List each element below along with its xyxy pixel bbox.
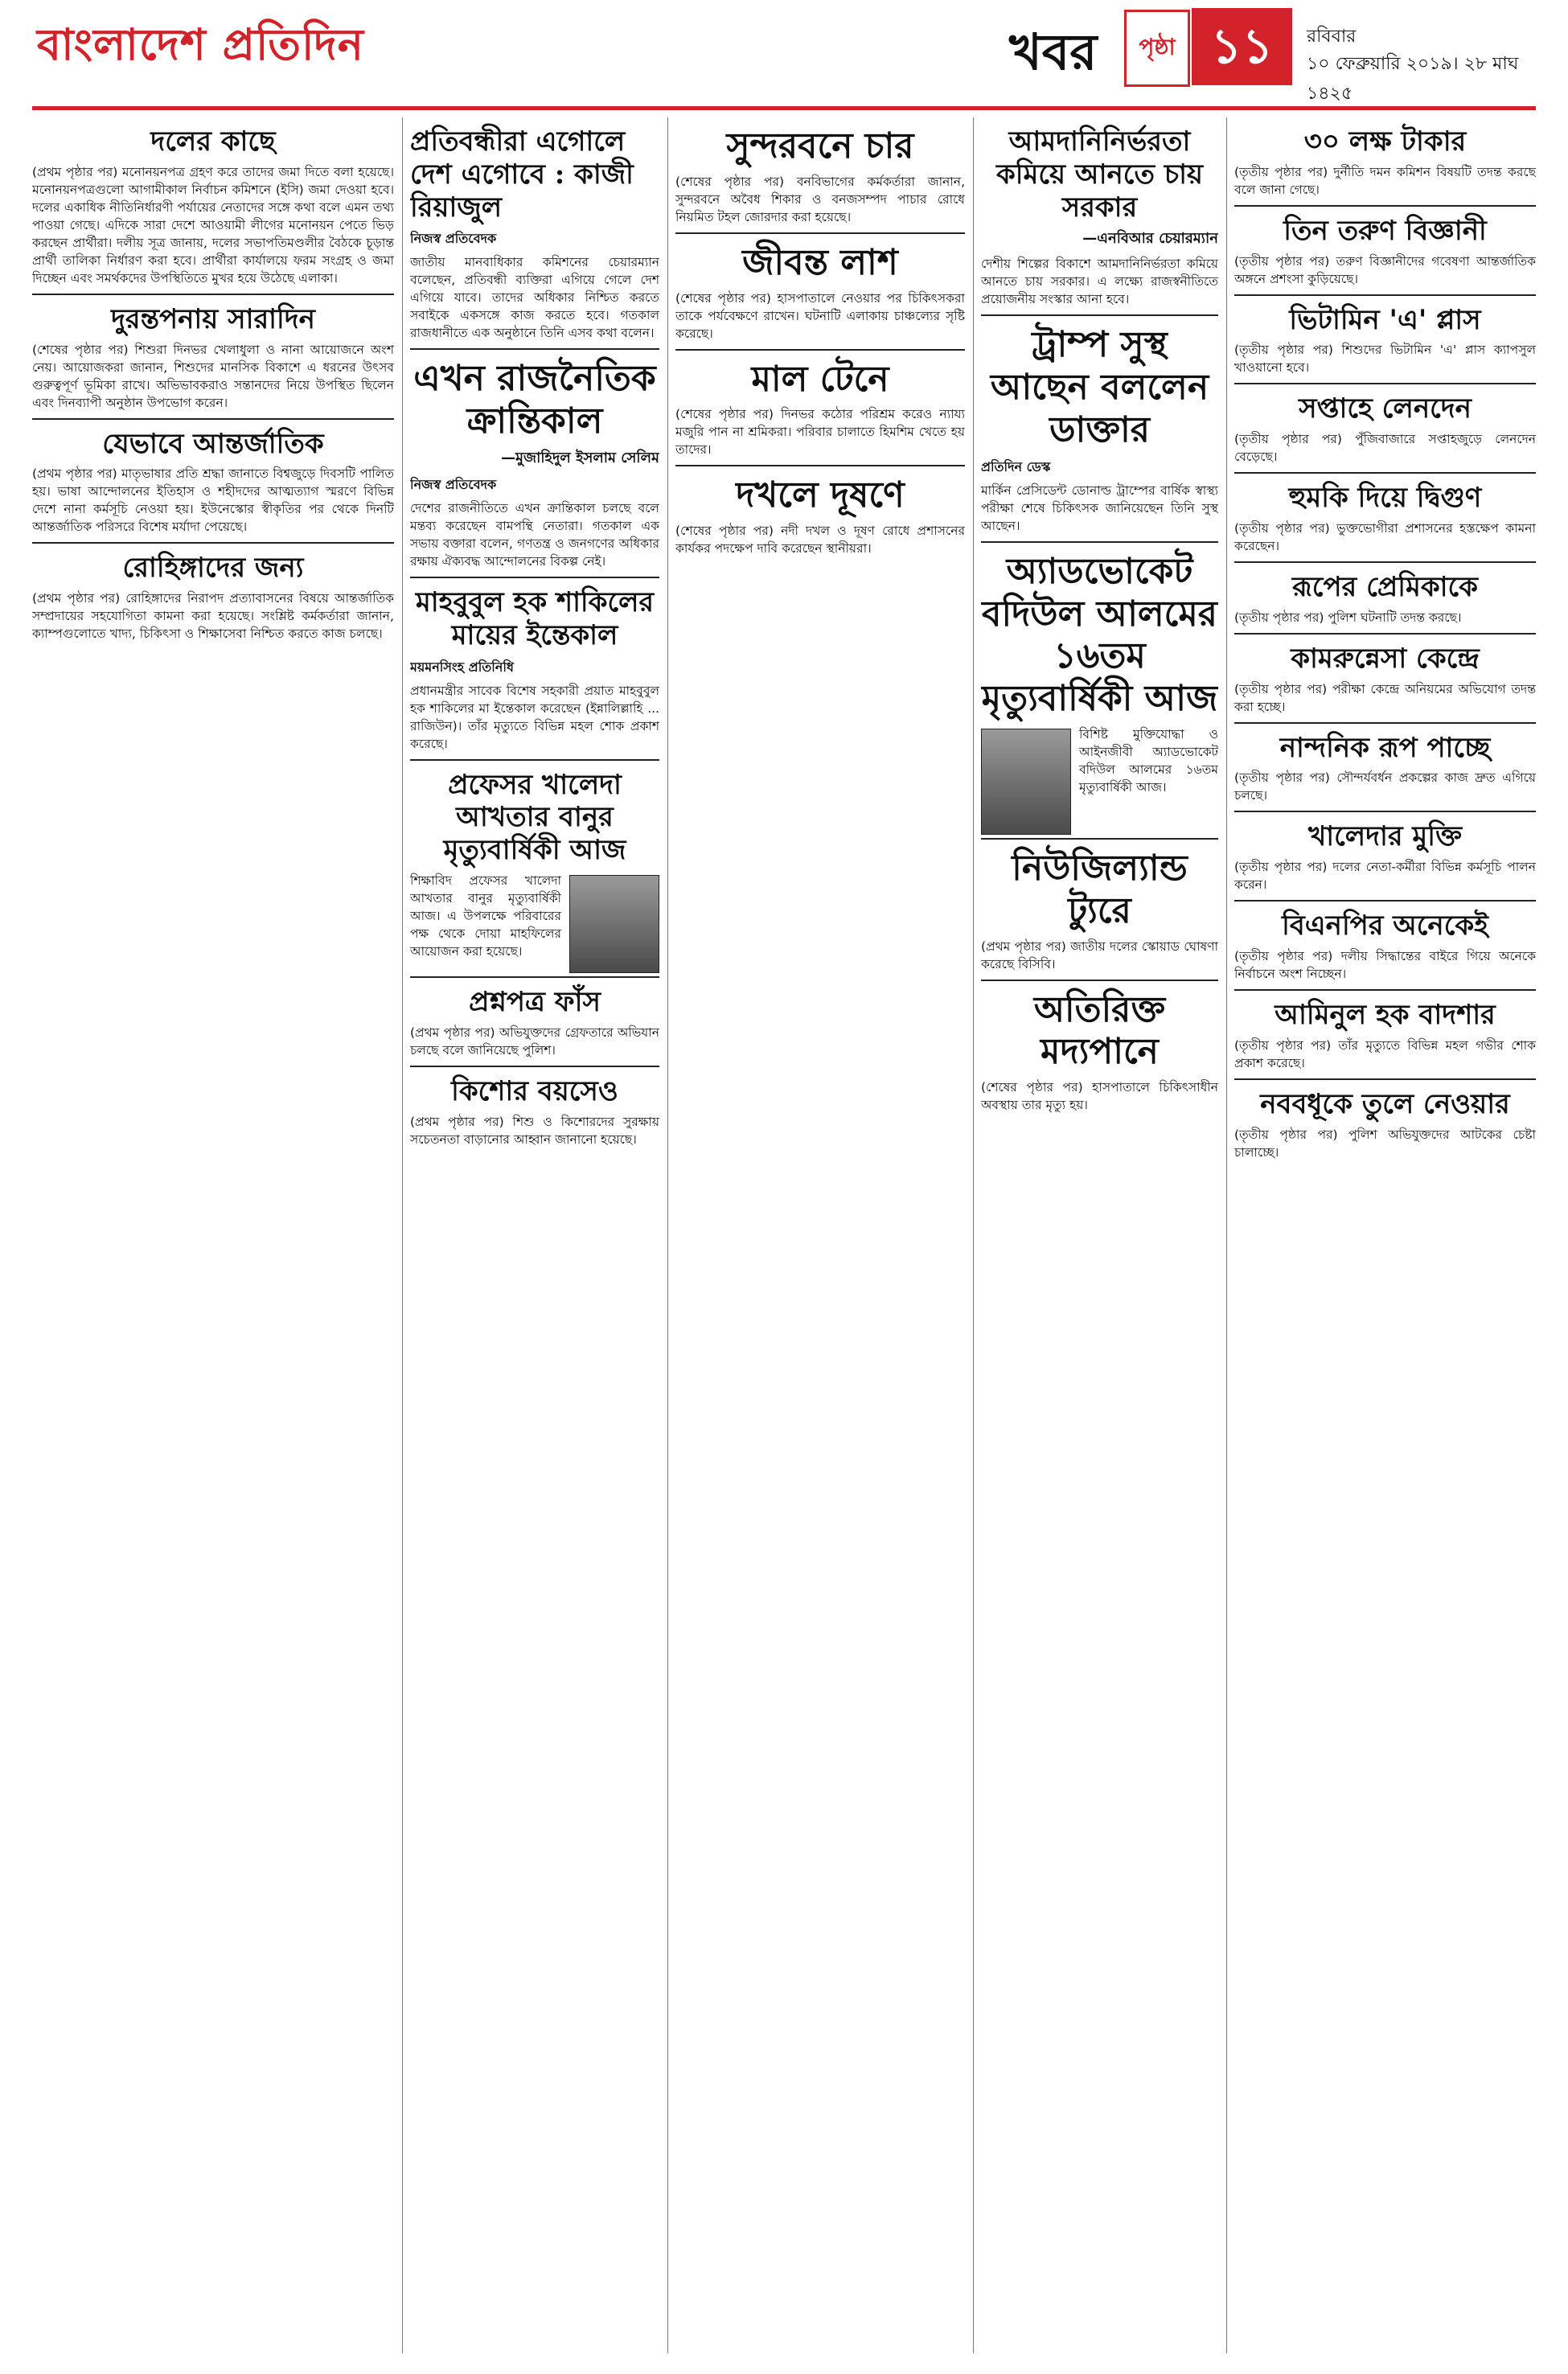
divider: [1234, 472, 1536, 474]
article: [675, 474, 965, 557]
headline: অ্যাডভোকেট বদিউল আলমের ১৬তম মৃত্যুবার্ষিকী আজ: [981, 550, 1218, 720]
column-divider: [402, 117, 403, 2353]
page-number: ১১: [1192, 8, 1292, 85]
article: [1234, 643, 1536, 716]
headline: সপ্তাহে লেনদেন: [1299, 392, 1472, 425]
article-body: (তৃতীয় পৃষ্ঠার পর) শিশুদের ভিটামিন 'এ' প্লাস ক্যাপসুল খাওয়ানো হবে।: [1234, 343, 1536, 376]
headline: খালেদার মুক্তি: [1307, 820, 1463, 853]
headline: তিন তরুণ বিজ্ঞানী: [1283, 214, 1487, 247]
headline: জীবন্ত লাশ: [742, 241, 898, 283]
article-body: (প্রথম পৃষ্ঠার পর) জাতীয় দলের স্কোয়াড ঘোষণা করেছে বিসিবি।: [981, 939, 1218, 971]
headline: দুরন্তপনায় সারাদিন: [111, 302, 315, 335]
article-body: শিক্ষাবিদ প্রফেসর খালেদা আখতার বানুর মৃত্যুবার্ষিকী আজ। এ উপলক্ষে পরিবারের পক্ষ থেকে দোয়া মাহফিলের আয়োজন করা হয়েছে।: [410, 873, 561, 959]
article: [1234, 215, 1536, 288]
article: [410, 125, 659, 342]
divider: [675, 349, 965, 351]
article: [675, 125, 965, 226]
portrait-photo: [569, 875, 659, 973]
divider: [32, 294, 394, 295]
article-body: (তৃতীয় পৃষ্ঠার পর) পরীক্ষা কেন্দ্রে অনিয়মের অভিযোগ তদন্ত করা হচ্ছে।: [1234, 681, 1536, 714]
byline: নিজস্ব প্রতিবেদক: [410, 231, 497, 247]
article-body: (তৃতীয় পৃষ্ঠার পর) পুঁজিবাজারে সপ্তাহজুড়ে লেনদেন বেড়েছে।: [1234, 432, 1536, 465]
article-body: (শেষের পৃষ্ঠার পর) হাসপাতালে নেওয়ার পর চিকিৎসকরা তাকে পর্যবেক্ষণে রাখেন। ঘটনাটি এলাকায় চাঞ্চল্যের সৃষ্টি করেছে।: [675, 290, 965, 341]
column-divider: [1226, 117, 1227, 2353]
column-4: [981, 117, 1218, 2353]
article: [1234, 910, 1536, 983]
article: [1234, 732, 1536, 805]
article-body: প্রধানমন্ত্রীর সাবেক বিশেষ সহকারী প্রয়াত মাহবুবুল হক শাকিলের মা ইন্তেকাল করেছেন (ইন্নালিল্লাহি ... রাজিউন)। তাঁর মৃত্যুতে বিভিন্ন মহল শোক প্রকাশ করেছে।: [410, 683, 659, 751]
headline: প্রতিবন্ধীরা এগোলে দেশ এগোবে : কাজী রিয়াজুল: [410, 125, 634, 224]
headline: দখলে দূষণে: [736, 474, 905, 516]
byline: নিজস্ব প্রতিবেদক: [410, 476, 497, 492]
column-3: [675, 117, 965, 2353]
article-body: (তৃতীয় পৃষ্ঠার পর) দলীয় সিদ্ধান্তের বাইরে গিয়ে অনেকে নির্বাচনে অংশ নিচ্ছেন।: [1234, 948, 1536, 981]
article: [675, 359, 965, 459]
article-body: (শেষের পৃষ্ঠার পর) হাসপাতালে চিকিৎসাধীন অবস্থায় তার মৃত্যু হয়।: [981, 1080, 1218, 1113]
headline: সুন্দরবনে চার: [726, 125, 914, 166]
article-body: (শেষের পৃষ্ঠার পর) শিশুরা দিনভর খেলাধুলা ও নানা আয়োজনে অংশ নেয়। আয়োজকরা জানান, শিশুদের মানসিক বিকাশে এ ধরনের উৎসব গুরুত্বপূর্ণ ভূমিকা রাখে। অভিভাবকরাও সন্তানদের নিয়ে উপস্থিত ছিলেন এবং দিনব্যাপী অনুষ্ঠান উপভোগ করেন।: [32, 342, 394, 410]
divider: [1234, 1078, 1536, 1080]
article-body: (প্রথম পৃষ্ঠার পর) শিশু ও কিশোরদের সুরক্ষায় সচেতনতা বাড়ানোর আহ্বান জানানো হয়েছে।: [410, 1114, 659, 1147]
article: [410, 586, 659, 753]
divider: [410, 759, 659, 761]
article-body: মার্কিন প্রেসিডেন্ট ডোনাল্ড ট্রাম্পের বার্ষিক স্বাস্থ্য পরীক্ষা শেষে চিকিৎসক জানিয়েছেন তিনি সুস্থ আছেন।: [981, 483, 1218, 533]
article: [410, 1075, 659, 1148]
headline: নান্দনিক রূপ পাচ্ছে: [1279, 731, 1491, 764]
article-body: (তৃতীয় পৃষ্ঠার পর) দুর্নীতি দমন কমিশন বিষয়টি তদন্ত করছে বলে জানা গেছে।: [1234, 164, 1536, 197]
headline: ট্রাম্প সুস্থ আছেন বললেন ডাক্তার: [990, 324, 1209, 450]
byline: প্রতিদিন ডেস্ক: [981, 458, 1051, 474]
article: [1234, 482, 1536, 555]
headline: এখন রাজনৈতিক ক্রান্তিকাল: [413, 358, 656, 442]
divider: [1234, 989, 1536, 991]
divider: [1234, 722, 1536, 724]
divider: [675, 232, 965, 234]
headline: প্রশ্নপত্র ফাঁস: [469, 985, 601, 1018]
divider: [981, 980, 1218, 981]
article: [1234, 392, 1536, 466]
article: [32, 552, 394, 643]
masthead-rule: [32, 106, 1536, 110]
headline: মাহবুবুল হক শাকিলের মায়ের ইন্তেকাল: [415, 585, 655, 651]
article: [1234, 820, 1536, 893]
article-body: বিশিষ্ট মুক্তিযোদ্ধা ও আইনজীবী অ্যাডভোকেট বদিউল আলমের ১৬তম মৃত্যুবার্ষিকী আজ।: [1079, 726, 1218, 795]
article: [981, 324, 1218, 534]
article-body: (প্রথম পৃষ্ঠার পর) অভিযুক্তদের গ্রেফতারে অভিযান চলছে বলে জানিয়েছে পুলিশ।: [410, 1025, 659, 1058]
headline: কিশোর বয়সেও: [451, 1074, 618, 1107]
column-2: [410, 117, 659, 2353]
divider: [32, 542, 394, 544]
article: [32, 125, 394, 287]
divider: [410, 577, 659, 578]
column-divider: [973, 117, 974, 2353]
section-title: খবর: [1009, 23, 1098, 81]
divider: [1234, 205, 1536, 207]
divider: [1234, 811, 1536, 812]
headline: নিউজিল্যান্ড ট্যুরে: [1012, 847, 1188, 931]
article-body: (প্রথম পৃষ্ঠার পর) মনোনয়নপত্র গ্রহণ করে তাদের জমা দিতে বলা হয়েছে। মনোনয়নপত্রগুলো আগামীকাল নির্বাচন কমিশনে (ইসি) জমা দেওয়া হবে। দলের একাধিক নীতিনির্ধারণী পর্যায়ের নেতাদের সঙ্গে কথা বলে এমন তথ্য পাওয়া গেছে। এদিকে সারা দেশে আওয়ামী লীগের মনোনয়ন পেতে ভিড় করছেন প্রার্থীরা। দলীয় সূত্র জানায়, দলের সভাপতিমণ্ডলীর বৈঠকে চূড়ান্ত প্রার্থী তালিকা নির্ধারণ করা হবে। প্রার্থীরা কার্যালয়ে ফরম সংগ্রহ ও জমা দিচ্ছেন এবং সমর্থকদের উপস্থিতিতে মুখর হয়ে উঠেছে এলাকা।: [32, 164, 394, 285]
column-divider: [667, 117, 668, 2353]
headline: কামরুন্নেসা কেন্দ্রে: [1291, 642, 1480, 675]
divider: [981, 838, 1218, 840]
headline: প্রফেসর খালেদা আখতার বানুর মৃত্যুবার্ষিকী আজ: [443, 768, 626, 867]
article: [981, 989, 1218, 1115]
article-body: (তৃতীয় পৃষ্ঠার পর) তরুণ বিজ্ঞানীদের গবেষণা আন্তর্জাতিক অঙ্গনে প্রশংসা কুড়িয়েছে।: [1234, 253, 1536, 286]
article: [1234, 571, 1536, 626]
article: [410, 358, 659, 570]
article-body: (শেষের পৃষ্ঠার পর) দিনভর কঠোর পরিশ্রম করেও ন্যায্য মজুরি পান না শ্রমিকরা। পরিবার চালাতে হিমশিম খেতে হয় তাদের।: [675, 407, 965, 458]
headline: হুমকি দিয়ে দ্বিগুণ: [1288, 482, 1482, 515]
article-body: (শেষের পৃষ্ঠার পর) বনবিভাগের কর্মকর্তারা জানান, সুন্দরবনে অবৈধ শিকার ও বনজসম্পদ পাচার রোধে নিয়মিত টহল জোরদার করা হয়েছে।: [675, 174, 965, 224]
headline: ভিটামিন 'এ' প্লাস: [1289, 303, 1481, 336]
masthead: [0, 0, 1568, 113]
article: [675, 242, 965, 343]
divider: [1234, 900, 1536, 902]
headline: আমিনুল হক বাদশার: [1275, 998, 1496, 1031]
article: [32, 303, 394, 412]
divider: [410, 1066, 659, 1067]
headline: মাল টেনে: [751, 358, 889, 400]
article: [32, 428, 394, 536]
headline: অতিরিক্ত মদ্যপানে: [1033, 988, 1166, 1073]
article-body: (তৃতীয় পৃষ্ঠার পর) পুলিশ অভিযুক্তদের আটকের চেষ্টা চালাচ্ছে।: [1234, 1127, 1536, 1160]
newspaper-logo: বাংলাদেশ প্রতিদিন: [37, 18, 364, 70]
article: [410, 986, 659, 1059]
article-body: (তৃতীয় পৃষ্ঠার পর) তাঁর মৃত্যুতে বিভিন্ন মহল গভীর শোক প্রকাশ করেছে।: [1234, 1037, 1536, 1070]
weekday: রবিবার: [1307, 27, 1357, 47]
article-body: (প্রথম পৃষ্ঠার পর) মাতৃভাষার প্রতি শ্রদ্ধা জানাতে বিশ্বজুড়ে দিবসটি পালিত হয়। ভাষা আন্দোলনের ইতিহাস ও শহীদদের আত্মত্যাগ স্মরণে বিভিন্ন দেশে নানা কর্মসূচি নেওয়া হয়। ইউনেস্কোর স্বীকৃতির পর থেকে দিনটি আন্তর্জাতিক পরিসরে বিশেষ মর্যাদা পেয়েছে।: [32, 466, 394, 535]
article: [981, 125, 1218, 308]
headline: ৩০ লক্ষ টাকার: [1303, 125, 1467, 158]
column-1: [32, 117, 394, 2353]
headline: আমদানিনির্ভরতা কমিয়ে আনতে চায় সরকার: [995, 125, 1204, 224]
page-label: পৃষ্ঠা: [1124, 10, 1190, 87]
divider: [1234, 633, 1536, 635]
headline: রূপের প্রেমিকাকে: [1292, 570, 1478, 603]
article: [981, 848, 1218, 973]
article: [981, 551, 1218, 796]
article-body: (তৃতীয় পৃষ্ঠার পর) সৌন্দর্যবর্ধন প্রকল্পের কাজ দ্রুত এগিয়ে চলছে।: [1234, 770, 1536, 803]
divider: [981, 314, 1218, 316]
article-body: (তৃতীয় পৃষ্ঠার পর) দলের নেতা-কর্মীরা বিভিন্ন কর্মসূচি পালন করেন।: [1234, 860, 1536, 893]
divider: [675, 465, 965, 466]
article: [1234, 125, 1536, 199]
divider: [32, 418, 394, 420]
headline: নববধূকে তুলে নেওয়ার: [1260, 1087, 1510, 1120]
issue-date: ১০ ফেব্রুয়ারি ২০১৯। ২৮ মাঘ ১৪২৫: [1307, 54, 1519, 104]
article: [1234, 999, 1536, 1072]
article-body: (তৃতীয় পৃষ্ঠার পর) ভুক্তভোগীরা প্রশাসনের হস্তক্ষেপ কামনা করেছেন।: [1234, 520, 1536, 553]
article: [1234, 1088, 1536, 1161]
article-body: দেশীয় শিল্পের বিকাশে আমদানিনির্ভরতা কমিয়ে আনতে চায় সরকার। এ লক্ষ্যে রাজস্বনীতিতে প্রয়োজনীয় সংস্কার আনা হবে।: [981, 257, 1218, 307]
portrait-photo: [981, 729, 1071, 835]
divider: [410, 976, 659, 978]
article: [1234, 304, 1536, 377]
byline: ময়মনসিংহ প্রতিনিধি: [410, 659, 514, 675]
headline: দলের কাছে: [150, 125, 276, 158]
headline: যেভাবে আন্তর্জাতিক: [102, 427, 324, 460]
article-body: দেশের রাজনীতিতে এখন ক্রান্তিকাল চলছে বলে মন্তব্য করেছেন বামপন্থি নেতারা। গতকাল এক সভায় বক্তারা বলেন, গণতন্ত্র ও জনগণের অধিকার রক্ষায় ঐক্যবদ্ধ আন্দোলনের বিকল্প নেই।: [410, 500, 659, 569]
article-body: জাতীয় মানবাধিকার কমিশনের চেয়ারম্যান বলেছেন, প্রতিবন্ধী ব্যক্তিরা এগিয়ে গেলে দেশ এগিয়ে যাবে। তাদের অধিকার নিশ্চিত করতে সবাইকে একসঙ্গে কাজ করতে হবে। গতকাল রাজধানীতে এক অনুষ্ঠানে তিনি এসব কথা বলেন।: [410, 255, 659, 341]
article-body: (প্রথম পৃষ্ঠার পর) রোহিঙ্গাদের নিরাপদ প্রত্যাবাসনের বিষয়ে আন্তর্জাতিক সম্প্রদায়ের সহযোগিতা কামনা করা হয়েছে। সংশ্লিষ্ট কর্মকর্তারা জানান, ক্যাম্পগুলোতে খাদ্য, চিকিৎসা ও শিক্ষাসেবা নিশ্চিত করতে কাজ চলছে।: [32, 591, 394, 642]
subheadline: —এনবিআর চেয়ারম্যান: [1082, 230, 1218, 248]
column-5: [1234, 117, 1536, 2353]
divider: [1234, 383, 1536, 384]
divider: [1234, 561, 1536, 563]
article-body: (শেষের পৃষ্ঠার পর) নদী দখল ও দূষণ রোধে প্রশাসনের কার্যকর পদক্ষেপ দাবি করেছেন স্থানীয়রা।: [675, 524, 965, 557]
divider: [410, 348, 659, 350]
headline: রোহিঙ্গাদের জন্য: [122, 552, 304, 585]
subheadline: —মুজাহিদুল ইসলাম সেলিম: [501, 449, 659, 466]
headline: বিএনপির অনেকেই: [1282, 910, 1488, 943]
article-body: (তৃতীয় পৃষ্ঠার পর) পুলিশ ঘটনাটি তদন্ত করছে।: [1234, 610, 1462, 625]
article: [410, 769, 659, 960]
divider: [1234, 294, 1536, 296]
divider: [981, 541, 1218, 543]
